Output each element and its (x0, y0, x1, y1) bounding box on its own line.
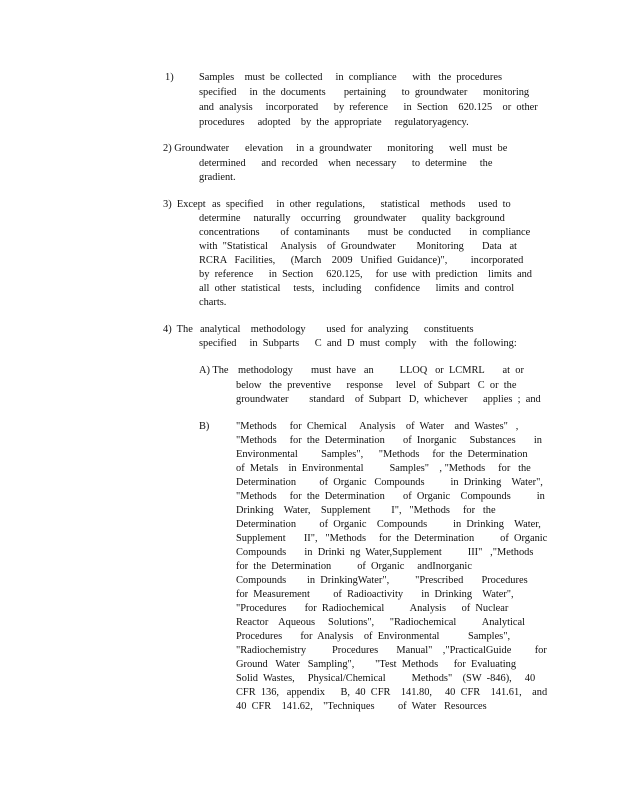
item-4-line-1: analytical methodology used for analyzing constituents (200, 324, 474, 335)
item-3-line-7: all other statistical tests, including confidence limits and control (199, 283, 515, 294)
item-3-line-2: determine naturally occurring groundwater quality background (199, 213, 505, 224)
sub-item-b-line-17: "Radiochemistry Procedures Manual" ,"PracticalGuide for (236, 645, 547, 656)
item-3-line-4: with "Statistical Analysis of Groundwater Monitoring Data at (199, 241, 517, 252)
sub-item-b-line-20: CFR 136, appendix B, 40 CFR 141.80, 40 CFR 141.61, and (236, 687, 548, 698)
item-1-line-1: Samples must be collected in compliance with the procedures (199, 72, 502, 83)
item-3-line-8: charts. (199, 297, 227, 308)
sub-item-b-line-15: Reactor Aqueous Solutions", "Radiochemical Analytical (236, 617, 525, 628)
sub-item-b-line-19: Solid Wastes, Physical/Chemical Methods" (SW -846), 40 (236, 673, 536, 684)
item-2-line-3: gradient. (199, 172, 236, 183)
item-3-line-5: RCRA Facilities, (March 2009 Unified Guidance)", incorporated (199, 255, 524, 266)
sub-item-b-line-9: Supplement II", "Methods for the Determination of Organic (236, 533, 548, 544)
sub-item-b-line-4: of Metals in Environmental Samples" , "Methods for the (236, 463, 531, 474)
sub-item-b-line-21: 40 CFR 141.62, "Techniques of Water Resources (236, 701, 487, 712)
sub-item-b-line-18: Ground Water Sampling", "Test Methods for Evaluating (236, 659, 517, 670)
item-4-line-2: specified in Subparts C and D must comply with the following: (199, 338, 517, 349)
sub-item-b-line-3: Environmental Samples", "Methods for the Determination (236, 449, 528, 460)
item-1-line-2: specified in the documents pertaining to groundwater monitoring (199, 87, 530, 98)
sub-item-b-line-6: "Methods for the Determination of Organic Compounds in (236, 491, 545, 502)
item-1-line-4: procedures adopted by the appropriate regulatoryagency. (199, 117, 469, 128)
sub-item-b-line-7: Drinking Water, Supplement I", "Methods for the (236, 505, 496, 516)
sub-item-b-line-2: "Methods for the Determination of Inorganic Substances in (236, 435, 542, 446)
sub-item-a-line-1: methodology must have an LLOQ or LCMRL at or (238, 365, 524, 376)
item-3-line-1: as specified in other regulations, statistical methods used to (212, 199, 511, 210)
item-2-label: 2) Groundwater (163, 143, 230, 154)
sub-item-b-line-11: for the Determination of Organic andInorganic (236, 561, 472, 572)
item-2-line-1: elevation in a groundwater monitoring well must be (245, 143, 508, 154)
item-3-label: 3) Except (163, 199, 206, 210)
sub-item-b-line-16: Procedures for Analysis of Environmental Samples", (236, 631, 511, 642)
sub-item-b-line-8: Determination of Organic Compounds in Drinking Water, (236, 519, 541, 530)
item-1-line-3: and analysis incorporated by reference in Section 620.125 or other (199, 102, 538, 113)
item-4-label: 4) The (163, 324, 193, 335)
item-3-line-3: concentrations of contaminants must be conducted in compliance (199, 227, 531, 238)
item-1-label: 1) (165, 72, 174, 83)
item-3-line-6: by reference in Section 620.125, for use with prediction limits and (199, 269, 533, 280)
sub-item-b-line-10: Compounds in Drinki ng Water,Supplement III" ,"Methods (236, 547, 534, 558)
sub-item-b-line-1: "Methods for Chemical Analysis of Water and Wastes" , (236, 421, 519, 432)
sub-item-b-line-13: for Measurement of Radioactivity in Drinking Water", (236, 589, 514, 600)
sub-item-a-line-3: groundwater standard of Subpart D, whichever applies ; and (236, 394, 541, 405)
sub-item-b-line-14: "Procedures for Radiochemical Analysis of Nuclear (236, 603, 509, 614)
sub-item-a-label: A) The (199, 365, 229, 376)
item-2-line-2: determined and recorded when necessary to determine the (199, 158, 493, 169)
sub-item-a-line-2: below the preventive response level of Subpart C or the (236, 380, 517, 391)
sub-item-b-label: B) (199, 421, 210, 432)
sub-item-b-line-12: Compounds in DrinkingWater", "Prescribed Procedures (236, 575, 528, 586)
sub-item-b-line-5: Determination of Organic Compounds in Drinking Water", (236, 477, 543, 488)
